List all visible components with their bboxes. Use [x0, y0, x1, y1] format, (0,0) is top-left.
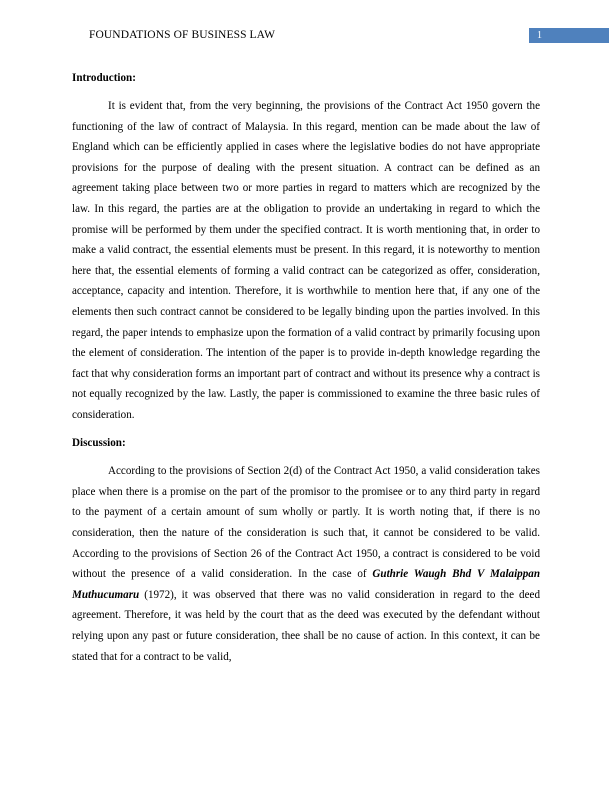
document-body — [72, 68, 540, 675]
discussion-text-part1: According to the provisions of Section 2(d) of the Contract Act 1950, a valid consideration takes place when there is a promise on the part of the promisor to the promisee or to any third party in regard to the payment of a certain amount of sum wholly or partly. It is worth noting that, if there is no consideration, then the nature of the consideration is such that, it cannot be considered to be valid. According to the provisions of Section 26 of the Contract Act 1950, a contract is considered to be void without the presence of a valid consideration. In the case of — [72, 465, 540, 581]
running-header-title: FOUNDATIONS OF BUSINESS LAW — [89, 29, 276, 41]
discussion-heading: Discussion: — [72, 437, 126, 450]
case-name: Guthrie Waugh Bhd V Malaippan Muthucumaru — [72, 568, 540, 601]
page-number-badge: 1 — [529, 28, 609, 43]
discussion-text-part2: (1972), it was observed that there was no valid consideration in regard to the deed agreement. Therefore, it was held by the court that as the deed was executed by the defendant without relying upon any past or future consideration, thee shall be no cause of action. In this context, it can be stated that for a contract to be valid, — [72, 588, 540, 663]
discussion-paragraph — [72, 461, 540, 667]
introduction-paragraph: It is evident that, from the very beginning, the provisions of the Contract Act 1950 govern the functioning of the law of contract of Malaysia. In this regard, mention can be made about the law of England which can be efficiently applied in cases where the legislative bodies do not have appropriate provisions for the purpose of dealing with the present situation. A contract can be defined as an agreement taking place between two or more parties in regard to matters which are recognized by the law. In this regard, the parties are at the obligation to provide an undertaking in regard to which the promise will be performed by them under the specified contract. It is worth mentioning that, in order to make a valid contract, the essential elements must be present. In this regard, it is noteworthy to mention here that, the essential elements of forming a valid contract can be categorized as offer, consideration, acceptance, capacity and intention. Therefore, it is worthwhile to mention here that, if any one of the elements then such contract cannot be considered to be legally binding upon the parties involved. In this regard, the paper intends to emphasize upon the formation of a valid contract by primarily focusing upon the element of consideration. The intention of the paper is to provide in-depth knowledge regarding the fact that why consideration forms an important part of contract and without its presence why a contract is not equally recognized by the law. Lastly, the paper is commissioned to examine the three basic rules of consideration. — [72, 100, 540, 421]
introduction-heading: Introduction: — [72, 72, 136, 84]
